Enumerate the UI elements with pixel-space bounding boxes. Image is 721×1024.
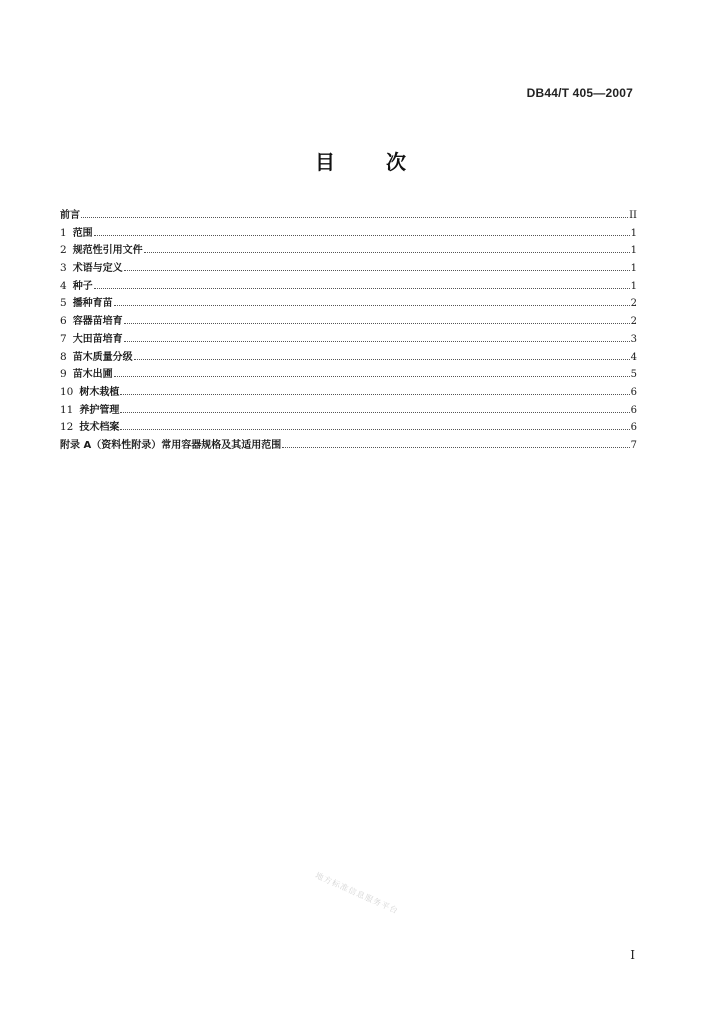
toc-entry-page: 1 [630, 245, 637, 257]
toc-entry-label: 养护管理 [79, 404, 120, 416]
toc-entry-number: 5 [60, 297, 67, 310]
toc-entry-page: 1 [630, 227, 637, 239]
dot-leader [81, 216, 628, 218]
toc-entry-number: 3 [60, 262, 67, 275]
dot-leader [134, 358, 630, 360]
toc-entry-label: 范围 [72, 227, 93, 239]
dot-leader [120, 411, 629, 413]
dot-leader [144, 251, 630, 253]
table-of-contents [60, 207, 637, 455]
toc-entry[interactable] [60, 384, 637, 402]
toc-entry-label: 大田苗培育 [72, 333, 123, 345]
toc-entry-label: 前言 [60, 210, 80, 221]
toc-entry[interactable] [60, 295, 637, 313]
toc-entry-label: 苗木质量分级 [72, 351, 133, 363]
toc-entry-number: 11 [60, 403, 74, 416]
toc-entry[interactable] [60, 313, 637, 331]
dot-leader [94, 287, 630, 289]
toc-entry-label: 附录 A（资料性附录）常用容器规格及其适用范围 [60, 439, 282, 451]
toc-entry-number: 12 [60, 421, 74, 434]
toc-entry-page: 3 [630, 333, 637, 345]
dot-leader [124, 322, 630, 324]
toc-entry[interactable] [60, 225, 637, 243]
toc-entry-number: 9 [60, 368, 67, 381]
toc-entry-number: 8 [60, 350, 67, 363]
toc-entry-number: 2 [60, 244, 67, 257]
toc-entry-label: 规范性引用文件 [72, 245, 143, 257]
toc-entry-number: 7 [60, 332, 67, 345]
toc-entry[interactable] [60, 349, 637, 367]
page-number: I [630, 948, 635, 962]
dot-leader [120, 428, 629, 430]
watermark: 地方标准信息服务平台 [313, 870, 400, 916]
toc-entry-label: 术语与定义 [72, 263, 123, 275]
toc-entry-number: 4 [60, 279, 67, 292]
toc-entry[interactable] [60, 402, 637, 420]
standard-code: DB44/T 405—2007 [526, 86, 633, 100]
dot-leader [114, 375, 630, 377]
toc-entry[interactable] [60, 278, 637, 296]
toc-entry-number: 10 [60, 385, 74, 398]
dot-leader [124, 340, 630, 342]
dot-leader [124, 269, 630, 271]
toc-entry-page: 4 [630, 351, 637, 363]
toc-entry[interactable] [60, 242, 637, 260]
toc-entry[interactable] [60, 419, 637, 437]
toc-entry-page: 1 [630, 263, 637, 275]
toc-entry-page: 6 [630, 422, 637, 434]
toc-entry-page: 2 [630, 298, 637, 310]
toc-entry-label: 播种育苗 [72, 298, 113, 310]
toc-entry-label: 树木栽植 [79, 386, 120, 398]
toc-entry[interactable] [60, 260, 637, 278]
toc-entry[interactable] [60, 366, 637, 384]
toc-entry-label: 苗木出圃 [72, 369, 113, 381]
toc-entry[interactable] [60, 207, 637, 225]
toc-entry-page: 6 [630, 386, 637, 398]
toc-entry-number: 1 [60, 226, 67, 239]
toc-entry-page: 5 [630, 369, 637, 381]
page-title: 目 次 [315, 150, 428, 174]
toc-entry-page: II [629, 210, 637, 221]
toc-entry-page: 2 [630, 316, 637, 328]
toc-entry-number: 6 [60, 315, 67, 328]
toc-entry-label: 种子 [72, 280, 93, 292]
toc-entry-page: 1 [630, 280, 637, 292]
toc-entry-label: 容器苗培育 [72, 316, 123, 328]
dot-leader [94, 234, 630, 236]
dot-leader [282, 446, 629, 448]
toc-entry-page: 6 [630, 404, 637, 416]
dot-leader [114, 304, 630, 306]
toc-entry[interactable] [60, 331, 637, 349]
toc-entry-label: 技术档案 [79, 422, 120, 434]
dot-leader [120, 393, 629, 395]
toc-entry-page: 7 [630, 439, 637, 451]
toc-entry[interactable] [60, 437, 637, 455]
